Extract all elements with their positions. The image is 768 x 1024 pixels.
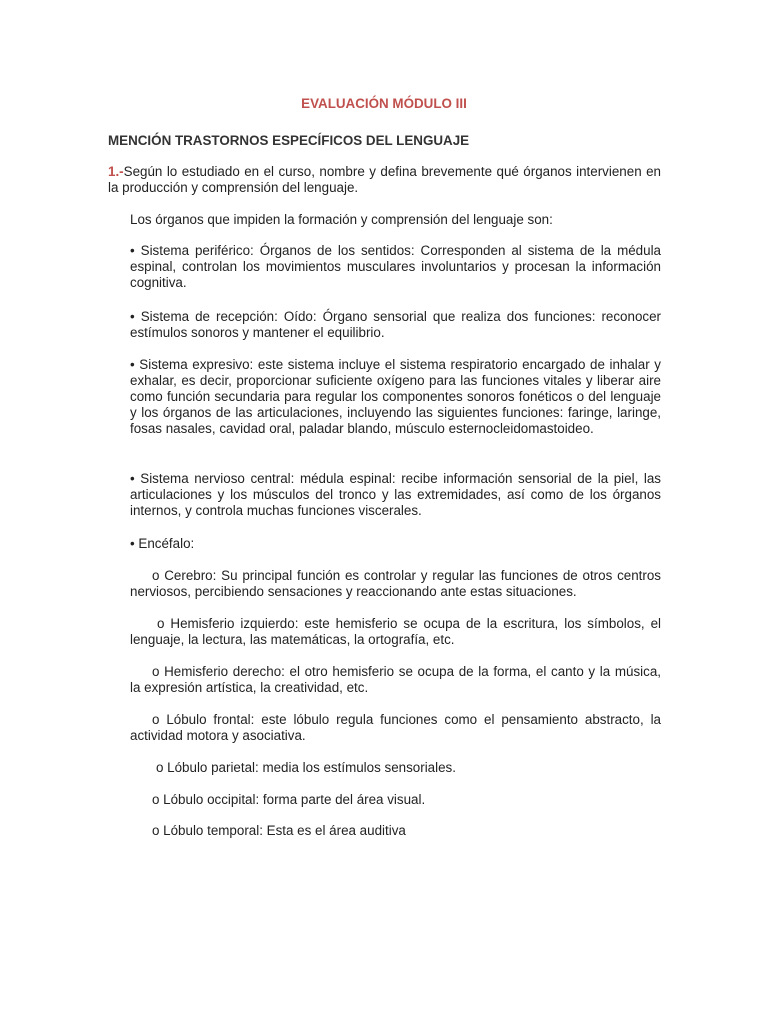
cerebro-text: o Cerebro: Su principal función es controlar y regular las funciones de otros centros nerviosos, percibiendo sensaciones y reaccionando ante estas situaciones. [130,568,661,599]
section-lobulo-parietal [130,760,661,776]
lobulo-parietal-text: o Lóbulo parietal: media los estímulos sensoriales. [156,760,456,775]
intro-paragraph: Los órganos que impiden la formación y comprensión del lenguaje son: [130,212,553,227]
question-1 [108,164,661,196]
document-title: EVALUACIÓN MÓDULO III [301,96,467,111]
section-sistema-recepcion: • Sistema de recepción: Oído: Órgano sensorial que realiza dos funciones: reconocer estímulos sonoros y mantener el equilibrio. [130,309,661,340]
lobulo-frontal-text: o Lóbulo frontal: este lóbulo regula funciones como el pensamiento abstracto, la actividad motora y asociativa. [130,712,661,743]
lobulo-occipital-text: o Lóbulo occipital: forma parte del área visual. [152,792,426,807]
section-hemisferio-derecho [130,664,661,696]
section-sistema-expresivo: • Sistema expresivo: este sistema incluye el sistema respiratorio encargado de inhalar y exhalar, es decir, proporcionar suficiente oxígeno para las funciones vitales y liberar aire como función secundaria para regular los componentes sonoros fonéticos o del lenguaje y los órganos de las articulaciones, incluyendo las siguientes funciones: faringe, laringe, fosas nasales, cavidad oral, paladar blando, músculo esternocleidomastoideo. [130,357,661,436]
section-sistema-nervioso: • Sistema nervioso central: médula espinal: recibe información sensorial de la piel, las articulaciones y los músculos del tronco y las extremidades, así como de los órganos internos, y controla muchas funciones viscerales. [130,471,661,518]
section-sistema-periferico: • Sistema periférico: Órganos de los sentidos: Corresponden al sistema de la médula espinal, controlan los movimientos musculares involuntarios y procesan la información cognitiva. [130,243,661,290]
hemisferio-derecho-text: o Hemisferio derecho: el otro hemisferio se ocupa de la forma, el canto y la música, la expresión artística, la creatividad, etc. [130,664,661,695]
section-lobulo-temporal [130,823,661,839]
lobulo-temporal-text: o Lóbulo temporal: Esta es el área auditiva [152,823,406,838]
document-subtitle: MENCIÓN TRASTORNOS ESPECÍFICOS DEL LENGUAJE [108,133,470,148]
section-cerebro [130,568,661,600]
section-lobulo-occipital [130,792,661,808]
section-encefalo: • Encéfalo: [130,536,195,551]
question-number: 1.- [108,164,124,179]
hemisferio-izquierdo-text: o Hemisferio izquierdo: este hemisferio se ocupa de la escritura, los símbolos, el lenguaje, la lectura, las matemáticas, la ortografía, etc. [130,616,661,647]
question-text: Según lo estudiado en el curso, nombre y defina brevemente qué órganos intervienen en la producción y comprensión del lenguaje. [108,164,661,195]
section-hemisferio-izquierdo [130,616,661,648]
section-lobulo-frontal [130,712,661,744]
